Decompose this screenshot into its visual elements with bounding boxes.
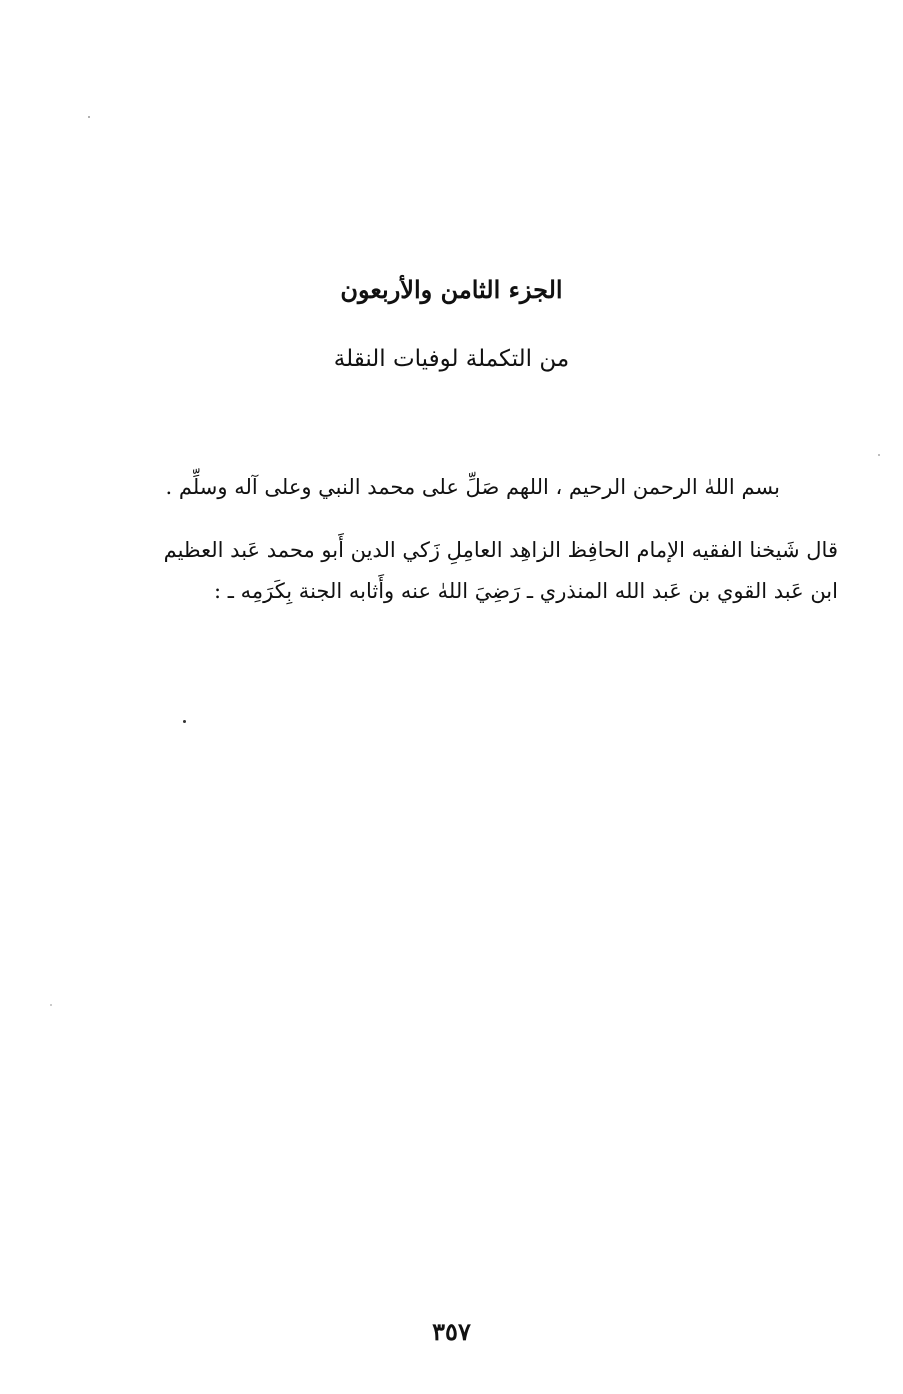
scan-speck (88, 116, 90, 118)
scan-speck (183, 720, 186, 723)
paragraph-line: ابن عَبد القوي بن عَبد الله المنذري ـ رَضِيَ اللهٰ عنه وأَثابه الجنة بِكَرَمِه ـ : (214, 579, 838, 603)
part-title: الجزء الثامن والأربعون (340, 275, 563, 304)
page-number: ٣٥٧ (432, 1317, 471, 1346)
opening-paragraph (78, 530, 838, 612)
scan-speck (50, 1004, 52, 1006)
scan-speck (878, 454, 880, 456)
book-subtitle: من التكملة لوفيات النقلة (333, 346, 570, 372)
basmala-line: بسم اللهٰ الرحمن الرحيم ، اللهم صَلِّ على محمد النبي وعلى آله وسلِّم . (165, 475, 780, 499)
paragraph-line: قال شَيخنا الفقيه الإمام الحافِظ الزاهِد العامِلِ زَكي الدين أَبو محمد عَبد العظيم (163, 538, 838, 562)
